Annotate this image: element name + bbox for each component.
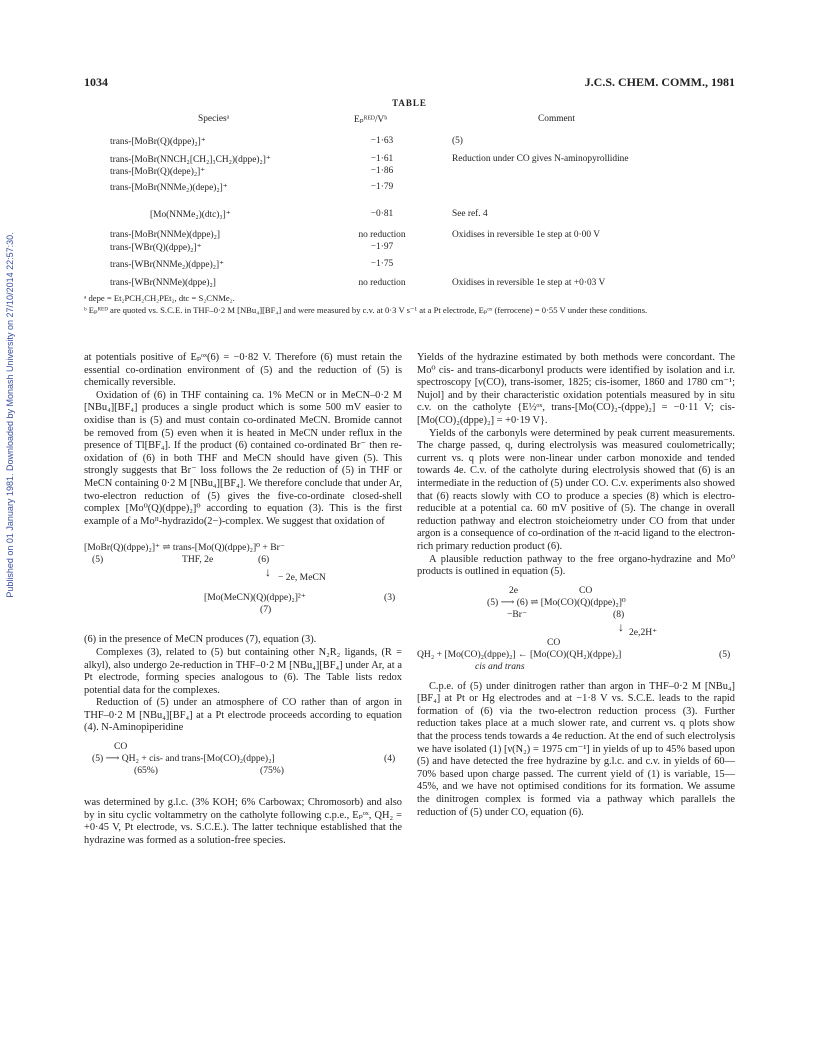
paragraph: (6) in the presence of MeCN produces (7), equation (3).	[84, 634, 317, 646]
equation-4	[84, 741, 402, 797]
eq3-conditions: THF, 2e	[182, 554, 214, 566]
eq5-2e: 2e	[509, 584, 519, 596]
footnote-a: ᵃ depe = Et₂PCH₂CH₂PEt₂, dtc = S₂CNMe₂.	[84, 293, 235, 303]
right-column	[417, 352, 735, 819]
eq3-label-5: (5)	[92, 554, 104, 566]
potential-cell: −1·97	[370, 242, 394, 252]
species-cell: trans-[WBr(Q)(dppe)₂]⁺	[110, 243, 202, 253]
eq5-line2: QH₂ + [Mo(CO)₂(dppe)₂] ← [Mo(CO)(QH₂)(dppe)₂]	[417, 648, 622, 660]
comment-cell: Oxidises in reversible 1e step at +0·03 V	[452, 278, 606, 288]
equation-number: (5)	[719, 648, 731, 660]
species-cell: trans-[MoBr(NNMe₂)(depe)₂]⁺	[110, 183, 228, 193]
eq5-isomers: cis and trans	[475, 660, 525, 672]
footnote-b: ᵇ Eₚᴿᴱᴰ are quoted vs. S.C.E. in THF–0·2 M [NBu₄][BF₄] and were measured by c.v. at 0·3 V s⁻¹ at a Pt electrode, Eₚᵒˣ (ferrocene) = 0·55 V under these conditions.	[84, 305, 648, 315]
potential-cell: −1·61	[370, 154, 394, 164]
comment-cell: (5)	[452, 136, 463, 146]
potential-cell: −1·86	[370, 166, 394, 176]
species-cell: trans-[MoBr(NNMe)(dppe)₂]	[110, 230, 221, 240]
table-footnotes	[84, 292, 735, 316]
species-cell: trans-[MoBr(Q)(depe)₂]⁺	[110, 167, 206, 177]
column-header-species: Speciesᵃ	[198, 114, 230, 124]
eq3-line1: [MoBr(Q)(dppe)₂]⁺ ⇌ trans-[Mo(Q)(dppe)₂]⁰ + Br⁻	[84, 542, 285, 554]
column-header-potential: Eₚᴿᴱᴰ/Vᵇ	[354, 115, 388, 125]
comment-cell: See ref. 4	[452, 209, 488, 219]
eq5-bromide-loss: −Br⁻	[507, 608, 528, 620]
comment-cell: Oxidises in reversible 1e step at 0·00 V	[452, 230, 600, 240]
eq4-line1: (5) ⟶ QH₂ + cis- and trans-[Mo(CO)₂(dppe)₂]	[92, 753, 275, 765]
column-header-comment: Comment	[538, 114, 575, 124]
paragraph: Yields of the carbonyls were determined by peak current measurements. The charge passed, q, during electrolysis was measured coulometrically; current vs. q plots were non-linear under carbon monoxide and tended towards 4e. C.v. of the catholyte during electrolysis showed that (6) is an intermediate in the reduction of (5) under CO. C.v. experiments also showed that (6) reacts slowly with CO to produce a species (8) which is electro-reducible at a potential ca. 60 mV positive of (5). The change in overall reduction pathway and electron stoicheiometry under CO from that under argon is a consequence of co-ordination of the π-acid ligand to the electron-rich primary reduction product (6).	[417, 427, 735, 552]
comment-cell: Reduction under CO gives N-aminopyrollidine	[452, 154, 629, 164]
paragraph: Reduction of (5) under an atmosphere of CO rather than of argon in THF–0·2 M [NBu₄][BF₄] at a Pt electrode proceeds according to equation (4). N-Aminopiperidine	[84, 697, 402, 734]
paragraph: Complexes (3), related to (5) but containing other N₂R₂ ligands, (R = alkyl), also undergo 2e-reduction in THF–0·2 M [NBu₄][BF₄] under Ar, at a Pt electrode, forming species analogous to (6). The Table lists redox potential data for the complexes.	[84, 646, 402, 696]
equation-number: (4)	[384, 753, 396, 765]
potential-cell: no reduction	[358, 278, 406, 288]
eq5-reduction: 2e,2H⁺	[629, 626, 658, 638]
equation-3	[84, 542, 402, 634]
potential-cell: no reduction	[358, 230, 406, 240]
potential-cell: −0·81	[370, 209, 394, 219]
potential-cell: −1·63	[370, 136, 394, 146]
eq3-label-6: (6)	[258, 554, 270, 566]
page-number: 1034	[84, 75, 108, 89]
eq5-label-8: (8)	[613, 608, 625, 620]
table-title: TABLE	[392, 98, 427, 108]
paragraph: Yields of the hydrazine estimated by both methods were concordant. The Mo⁰ cis- and trans-dicarbonyl products were identified by isolation and i.r. spectroscopy [ν(CO), trans-isomer, 1825; cis-isomer, 1860 and 1780 cm⁻¹; Nujol] and by their characteristic oxidation potentials measured by in situ c.v. on the catholyte {E½ᵒˣ, trans-[Mo(CO)₂-(dppe)₂] = −0·11 V; cis-[Mo(CO)₂(dppe)₂] = +0·19 V}.	[417, 352, 735, 426]
species-cell: [Mo(NNMe₂)(dtc)₃]⁺	[150, 210, 231, 220]
paragraph: at potentials positive of Eₚᵒˣ(6) = −0·82 V. Therefore (6) must retain the essential co-ordination environment of (5) and the reduction of (5) is chemically reversible.	[84, 352, 402, 389]
potential-cell: −1·79	[370, 182, 394, 192]
eq5-co-mid: CO	[547, 636, 561, 648]
eq5-line1: (5) ⟶ (6) ⇌ [Mo(CO)(Q)(dppe)₂]⁰	[487, 596, 626, 608]
download-watermark-text: Published on 01 January 1981. Downloaded by Monash University on 27/10/2014 22:57:30.	[5, 232, 15, 598]
eq3-oxidation: − 2e, MeCN	[278, 572, 326, 584]
paragraph: C.p.e. of (5) under dinitrogen rather than argon in THF–0·2 M [NBu₄][BF₄] at Pt or Hg electrodes and at −1·8 V vs. S.C.E. leads to the rapid formation of (6) via the two-electron reduction process (3). Further reduction takes place at a much slower rate, and current vs. q plots show that the process tends towards a 4e reduction. At the end of such electrolysis we have isolated (1) [ν(N₂) = 1975 cm⁻¹] in yields of up to 45% based upon (5) and have detected the free hydrazine by g.l.c. and c.v. in yields of 60—70% based upon charge passed. The current yield of (1) is variable, 15—45%, and we have not optimised conditions for its formation. We assume the dinitrogen complex is formed via a pathway which parallels the reduction of (5) under CO, equation (6).	[417, 680, 735, 818]
eq4-yield-2: (75%)	[260, 765, 284, 777]
paragraph: A plausible reduction pathway to the free organo-hydrazine and Mo⁰ products is outlined in equation (5).	[417, 553, 735, 578]
equation-number: (3)	[384, 592, 396, 604]
potential-cell: −1·75	[370, 259, 394, 269]
species-cell: trans-[WBr(NNMe)(dppe)₂]	[110, 278, 216, 288]
paragraph: was determined by g.l.c. (3% KOH; 6% Carbowax; Chromosorb) and also by in situ cyclic voltammetry on the catholyte following c.p.e., Eₚᵒˣ, QH₂ = +0·45 V, Pt electrode, vs. S.C.E.). The latter technique established that the hydrazine was formed as a solution-free species.	[84, 797, 402, 846]
species-cell: trans-[MoBr(Q)(dppe)₂]⁺	[110, 137, 206, 147]
download-watermark	[3, 195, 17, 635]
species-cell: trans-[MoBr(NNCH₂[CH₂]₃CH₂)(dppe)₂]⁺	[110, 155, 271, 165]
paragraph: Oxidation of (6) in THF containing ca. 1% MeCN or in MeCN–0·2 M [NBu₄][BF₄] produces a single product which is some 500 mV easier to oxidise than is (5) and must contain co-ordinated MeCN. Bromide cannot be removed from (5) even when it is heated in MeCN under reflux in the presence of Tl[BF₄]. If the product (6) contained co-ordinated Br⁻ then re-oxidation of (6) in both THF and MeCN should have given (5). This strongly suggests that Br⁻ loss follows the 2e reduction of (5) in THF or MeCN containing 0·2 M [NBu₄][BF₄]. We therefore conclude that under Ar, two-electron reduction of (5) gives the five-co-ordinate closed-shell complex [Mo⁰(Q)(dppe)₂]⁰ according to equation (3). This is the first example of a Moᴵᴵ-hydrazido(2−)-complex. We suggest that oxidation of	[84, 389, 402, 527]
equation-5	[417, 585, 735, 681]
eq4-yield-1: (65%)	[134, 765, 158, 777]
eq5-co-top: CO	[579, 584, 593, 596]
eq3-product: [Mo(MeCN)(Q)(dppe)₂]²⁺	[204, 592, 306, 604]
down-arrow-icon: ↓	[618, 619, 624, 634]
eq4-co: CO	[114, 741, 128, 753]
left-column	[84, 352, 402, 847]
journal-title: J.C.S. CHEM. COMM., 1981	[584, 75, 735, 89]
species-cell: trans-[WBr(NNMe₂)(dppe)₂]⁺	[110, 260, 225, 270]
eq3-label-7: (7)	[260, 604, 272, 616]
down-arrow-icon: ↓	[265, 565, 271, 580]
